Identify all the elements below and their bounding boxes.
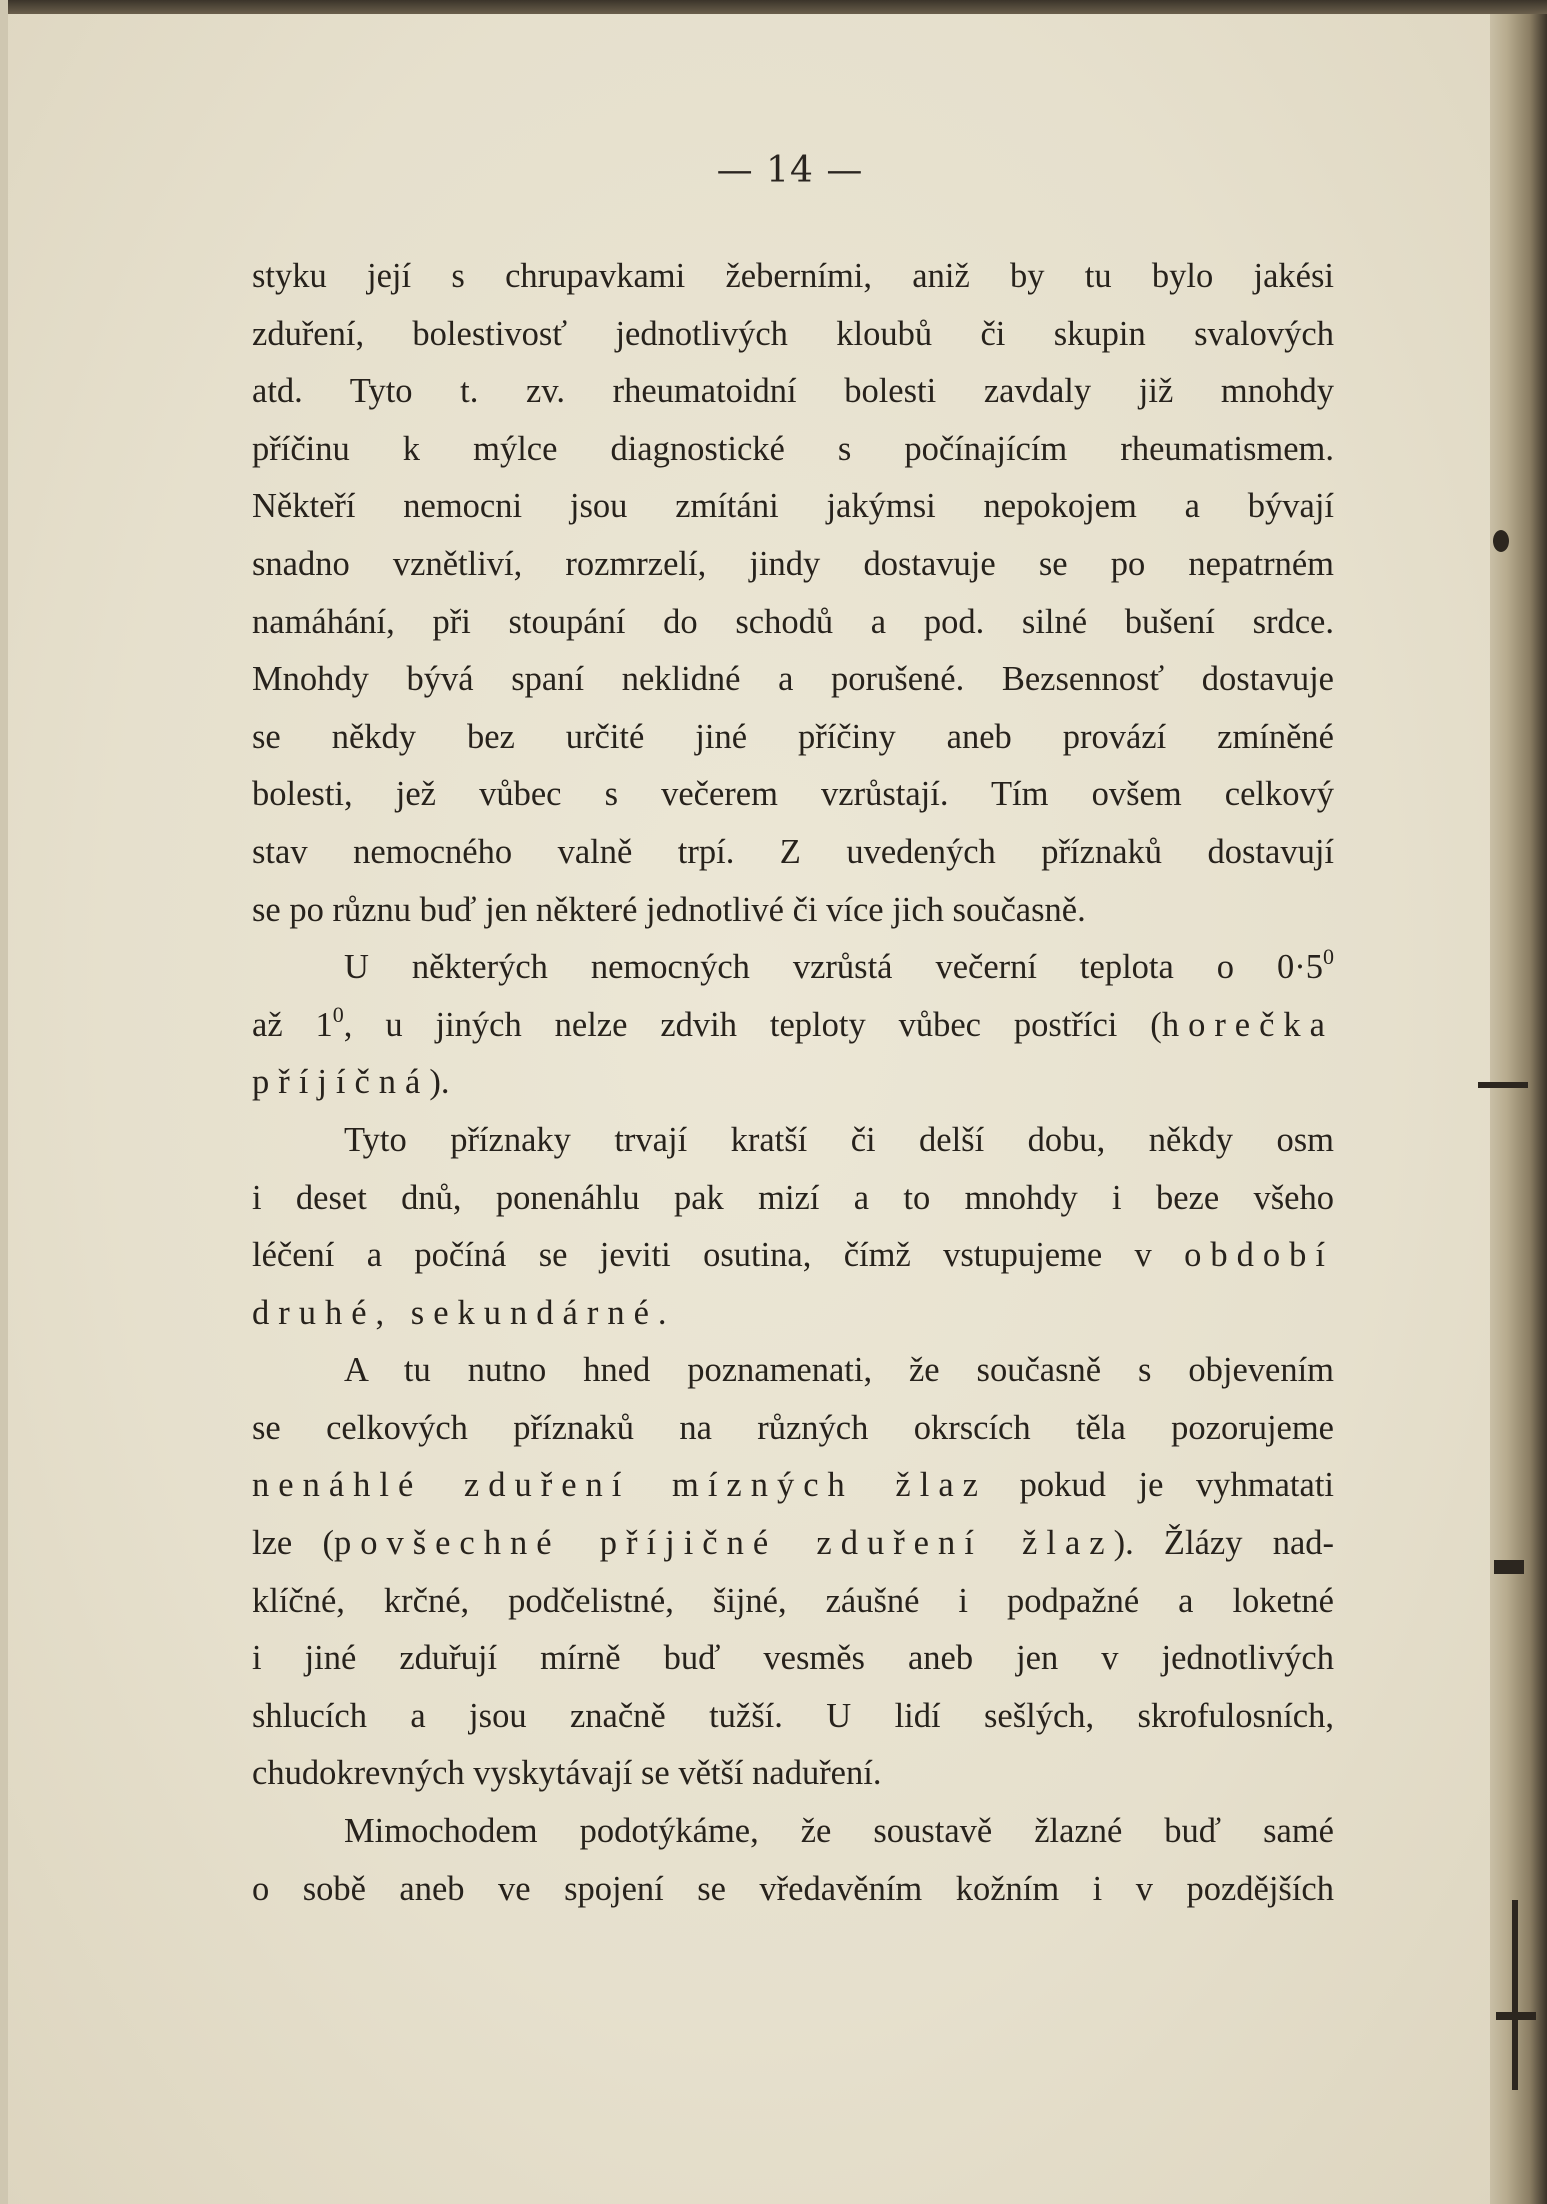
text-line: Mnohdy bývá spaní neklidné a porušené. Bezsennosť dostavuje <box>252 660 1334 699</box>
text-line <box>252 939 1334 997</box>
text-line: Tyto příznaky trvají kratší či delší dobu, někdy osm <box>344 1120 1334 1159</box>
text-line <box>252 1285 1334 1343</box>
binding-mark <box>1493 530 1509 552</box>
text-line <box>252 1227 1334 1285</box>
text-line: chudokrevných vyskytávají se větší naduření. <box>252 1754 882 1793</box>
text-line: Někteří nemocni jsou zmítáni jakýmsi nepokojem a bývají <box>252 487 1334 526</box>
binding-mark <box>1512 1900 1518 2090</box>
text-line: namáhání, při stoupání do schodů a pod. silné bušení srdce. <box>252 602 1334 641</box>
text-line: stav nemocného valně trpí. Z uvedených příznaků dostavují <box>252 832 1334 871</box>
text-fragment: až 1 <box>252 1005 333 1044</box>
degree-superscript: 0 <box>332 1001 344 1027</box>
degree-superscript: 0 <box>1323 944 1334 970</box>
text-line: i jiné zduřují mírně buď vesměs aneb jen v jednotlivých <box>252 1639 1334 1678</box>
text-fragment: léčení a počíná se jeviti osutina, čímž vstupujeme v <box>252 1236 1185 1275</box>
text-line: Mimochodem podotýkáme, že soustavě žlazné buď samé <box>344 1812 1334 1851</box>
text-line: se po různu buď jen některé jednotlivé či více jich současně. <box>252 890 1086 929</box>
text-line: se někdy bez určité jiné příčiny aneb provází zmíněné <box>252 717 1334 756</box>
text-fragment: U některých nemocných vzrůstá večerní teplota o 0·5 <box>344 948 1323 987</box>
scan-top-border <box>0 0 1547 14</box>
page-number: — 14 — <box>716 150 864 191</box>
page-edge <box>1490 0 1547 2204</box>
binding-mark <box>1478 1082 1528 1088</box>
text-line <box>252 1457 1334 1515</box>
spaced-term: povšechné příjičné zduření žlaz <box>333 1524 1114 1563</box>
binding-mark <box>1496 2012 1536 2020</box>
text-line: shlucích a jsou značně tužší. U lidí sešlých, skrofulosních, <box>252 1696 1334 1735</box>
text-line: A tu nutno hned poznamenati, že současně s objevením <box>344 1351 1334 1390</box>
text-line: bolesti, jež vůbec s večerem vzrůstají. Tím ovšem celkový <box>252 775 1334 814</box>
body-text <box>252 248 1334 1918</box>
text-fragment: . <box>657 1293 667 1332</box>
text-line <box>252 1515 1334 1573</box>
text-line: styku její s chrupavkami žeberními, aniž by tu bylo jakési <box>252 257 1334 295</box>
spaced-term: příjíčná <box>252 1063 430 1102</box>
text-line: zduření, bolestivosť jednotlivých kloubů či skupin svalových <box>252 314 1334 353</box>
text-line <box>252 997 1334 1055</box>
text-fragment: ). <box>429 1063 450 1102</box>
spaced-term: druhé, sekundárné <box>252 1293 658 1332</box>
text-fragment: , u jiných nelze zdvih teploty vůbec postříci ( <box>343 1005 1162 1044</box>
text-line: se celkových příznaků na různých okrscích těla pozorujeme <box>252 1408 1334 1447</box>
text-line: příčinu k mýlce diagnostické s počínajícím rheumatismem. <box>252 429 1334 468</box>
spaced-term: horečka <box>1161 1005 1334 1044</box>
text-fragment: pokud je vyhmatati <box>986 1466 1334 1505</box>
text-line: klíčné, krčné, podčelistné, šijné, záušné i podpažné a loketné <box>252 1581 1334 1620</box>
text-fragment: ). Žlázy nad- <box>1113 1524 1335 1563</box>
text-line: snadno vznětliví, rozmrzelí, jindy dostavuje se po nepatrném <box>252 544 1334 583</box>
text-line: atd. Tyto t. zv. rheumatoidní bolesti zavdaly již mnohdy <box>252 372 1334 411</box>
scan-left-border <box>0 0 8 2204</box>
text-line: i deset dnů, ponenáhlu pak mizí a to mnohdy i beze všeho <box>252 1178 1334 1217</box>
text-line <box>252 1054 1334 1112</box>
spaced-term: nenáhlé zduření mízných žlaz <box>252 1466 987 1505</box>
spaced-term: období <box>1184 1236 1334 1275</box>
text-line: o sobě aneb ve spojení se vředavěním kožním i v pozdějších <box>252 1869 1334 1908</box>
binding-mark <box>1494 1560 1524 1574</box>
text-fragment: lze ( <box>252 1524 334 1563</box>
